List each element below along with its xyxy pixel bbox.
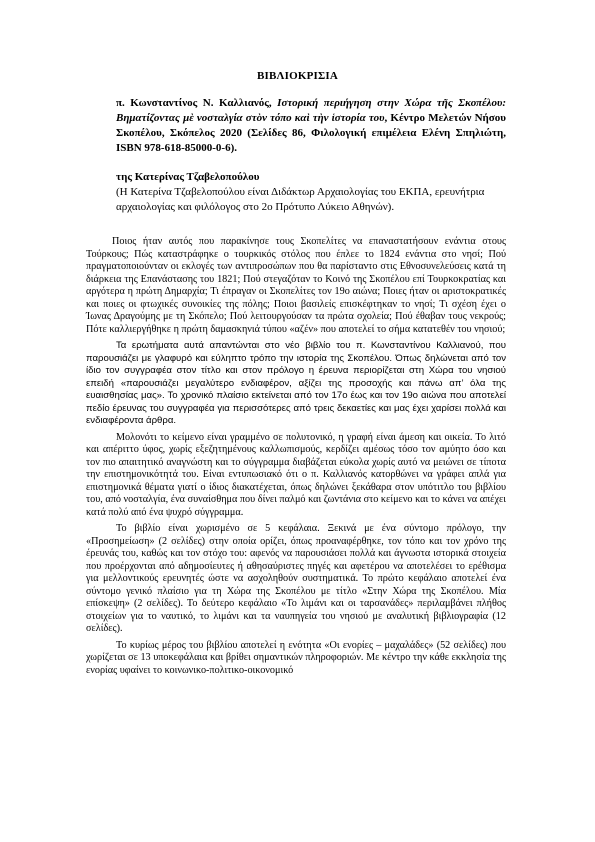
page-heading: ΒΙΒΛΙΟΚΡΙΣΙΑ xyxy=(256,70,339,82)
book-citation xyxy=(116,96,506,156)
review-body xyxy=(86,236,506,681)
paragraph: Το κυρίως μέρος του βιβλίου αποτελεί η ενότητα «Οι ενορίες – μαχαλάδες» (52 σελίδες) που χωρίζεται σε 13 υποκεφάλαια και βρίθει σημαντικών πληροφοριών. Με κέντρο την κάθε εκκλησία της ενορίας υφαίνει το κοινωνικο-πολιτικο-οικονομικό xyxy=(86,639,506,676)
paragraph: Τα ερωτήματα αυτά απαντώνται στο νέο βιβλίο του π. Κωνσταντίνου Καλλιανού, που παρουσιάζει με γλαφυρό και εύληπτο τρόπο την ιστορία της Σκοπέλου. Όπως δηλώνεται από τον ίδιο τον συγγραφέα στον τίτλο και στον πρόλογο η έρευνα περιορίζεται στη Χώρα του νησιού επειδή «παρουσιάζει μεγαλύτερο ενδιαφέρον, αξίζει της προσοχής και πάνω απ’ όλα της ευαισθησίας μας». Το χρονικό πλαίσιο εκτείνεται από τον 17ο έως και τον 19ο αιώνα που αποτελεί πεδίο έρευνας του συγγραφέα για περισσότερες από τρεις δεκαετίες και μας έχει χαρίσει πολλά και ενδιαφέροντα άρθρα. xyxy=(86,340,506,426)
citation-publication: , Κέντρο Μελετών Νήσου Σκοπέλου, Σκόπελος 2020 (Σελίδες 86, Φιλολογική επιμέλεια Ελένη Σπηλιώτη, ISBN 978-618-85000-0-6). xyxy=(116,112,506,154)
reviewer-affiliation: (Η Κατερίνα Τζαβελοπούλου είναι Διδάκτωρ Αρχαιολογίας του ΕΚΠΑ, ερευνήτρια αρχαιολογίας και φιλόλογος στο 2ο Πρότυπο Λύκειο Αθηνών). xyxy=(116,186,485,213)
reviewer-block xyxy=(116,170,506,215)
paragraph: Ποιος ήταν αυτός που παρακίνησε τους Σκοπελίτες να επαναστατήσουν ενάντια στους Τούρκους; Πώς καταστράφηκε ο τουρκικός στόλος που έπλεε το 1824 ενάντια στο νησί; Πού πραγματοποιούνταν οι εκλογές των αντιπροσώπων που θα παρίσταντο στις Εθνοσυνελεύσεις κατά τη διάρκεια της Επανάστασης του 1821; Πού στεγαζόταν το Κοινό της Σκοπέλου επί Τουρκοκρατίας και αργότερα η πρώτη Δημαρχία; Τι έπραγαν οι Σκοπελίτες τον 19ο αιώνα; Ποιες ήταν οι αριστοκρατικές και ποιες οι φτωχικές συνοικίες της πόλης; Ποιοι βασιλείς επισκέφτηκαν το νησί; Τι σχέση έχει ο Ίωνας Δραγούμης με τη Σκόπελο; Πού λειτουργούσαν τα πρώτα σχολεία; Πού έθαβαν τους νεκρούς; Πότε καλλιεργήθηκε η πρώτη δαμασκηνιά τύπου «αζέν» που αποτελεί το σήμα κατατεθέν του νησιού; xyxy=(86,236,506,335)
paragraph: Μολονότι το κείμενο είναι γραμμένο σε πολυτονικό, η γραφή είναι άμεση και οικεία. Το λιτό και απέριττο ύφος, χωρίς εξεζητημένους καλλωπισμούς, κερδίζει αμέσως τόσο τον αμύητο όσο και τον πιο απαιτητικό αναγνώστη και το σύγγραμμα διαβάζεται εύκολα χωρίς αυτό να μειώνει σε τίποτα την επιστημονικότητά του. Είναι εντυπωσιακό ότι ο π. Καλλιανός κατορθώνει να γράφει απλά για επιστημονικά θέματα γιατί ο ίδιος διακατέχεται, όπως δηλώνει ξεκάθαρα στον υπότιτλο του βιβλίου του, από νοσταλγία, ένα συναίσθημα που δίνει παλμό και ζωντάνια στο κείμενο και το κάνει να απέχει κατά πολύ από ένα ψυχρό σύγγραμμα. xyxy=(86,431,506,518)
reviewer-name: της Κατερίνας Τζαβελοπούλου xyxy=(116,171,260,183)
citation-author: π. Κωνσταντίνος Ν. Καλλιανός, xyxy=(116,97,278,109)
citation-title: Ιστορική περιήγηση στην Χώρα τῆς Σκοπέλου: Βηματίζοντας μὲ νοσταλγία στὸν τόπο καὶ τὴν ἱστορία του xyxy=(116,97,506,124)
paragraph: Το βιβλίο είναι χωρισμένο σε 5 κεφάλαια. Ξεκινά με ένα σύντομο πρόλογο, την «Προσημείωση» (2 σελίδες) στην οποία ορίζει, όπως προαναφέρθηκε, τον τόπο και τον χρόνο της έρευνάς του, καθώς και τον στόχο του: αφενός να παρουσιάσει πολλά και άγνωστα ιστορικά στοιχεία που προέρχονται από αδημοσίευτες ή αθησαύριστες πηγές και αφετέρου να αποτελέσει το ερέθισμα για μελλοντικούς ερευνητές ώστε να ασχοληθούν συστηματικά. Το πρώτο κεφάλαιο αποτελεί ένα σύντομο γενικό πλαίσιο για τη Χώρα της Σκοπέλου με τίτλο «Στην Χώρα της Σκοπέλου. Μία επίσκεψη» (2 σελίδες). Το δεύτερο κεφάλαιο «Το λιμάνι και οι ταρσανάδες» περιλαμβάνει πλήθος στοιχείων για το ναυτικό, το λιμάνι και τα ναυπηγεία του νησιού με αναλυτική βιβλιογραφία (12 σελίδες). xyxy=(86,523,506,634)
